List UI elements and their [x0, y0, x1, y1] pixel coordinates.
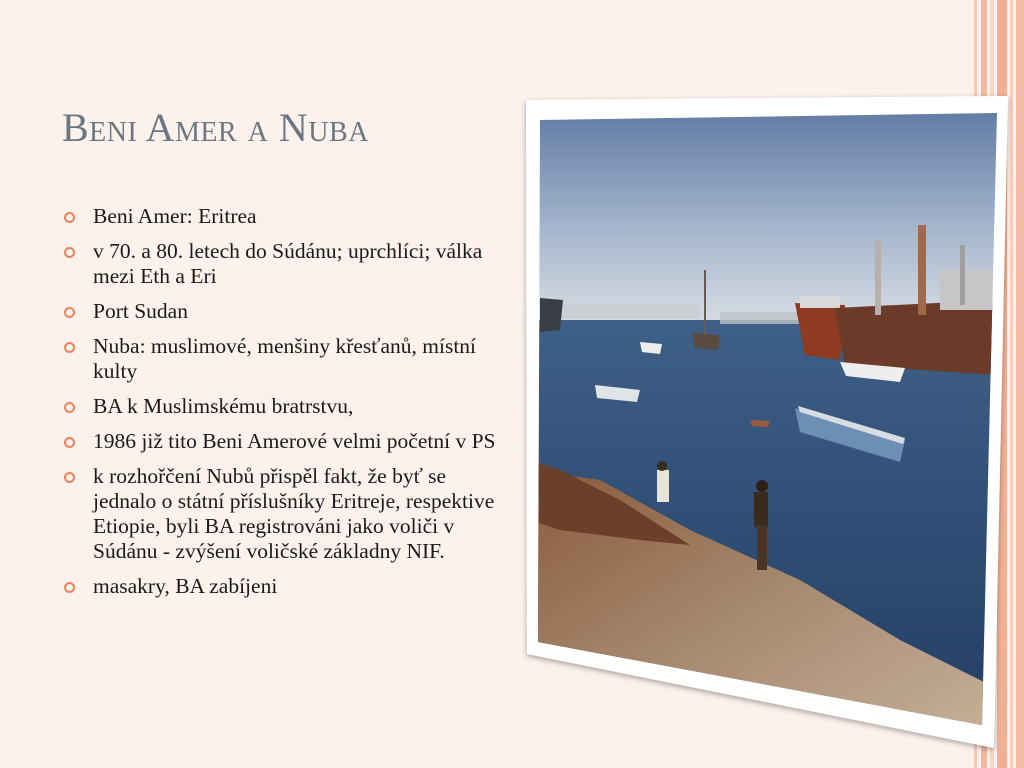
bullet-text: masakry, BA zabíjeni: [93, 574, 278, 598]
bullet-text: BA k Muslimskému bratrstvu,: [93, 394, 354, 418]
slide-title: Beni Amer a Nuba: [62, 105, 369, 150]
bullet-text: Nuba: muslimové, menšiny křesťanů, místní kulty: [93, 334, 477, 383]
bullet-text: 1986 již tito Beni Amerové velmi početní v PS: [93, 429, 496, 453]
bullet-text: k rozhořčení Nubů přispěl fakt, že byť se jednalo o státní příslušníky Eritreje, respektive Etiopie, byli BA registrováni jako voliči v Súdánu - zvýšení voličské základny NIF.: [93, 464, 495, 563]
bullet-text: Beni Amer: Eritrea: [93, 204, 257, 228]
bullet-text: Port Sudan: [93, 299, 188, 323]
bullet-text: v 70. a 80. letech do Súdánu; uprchlíci; válka mezi Eth a Eri: [93, 239, 483, 288]
